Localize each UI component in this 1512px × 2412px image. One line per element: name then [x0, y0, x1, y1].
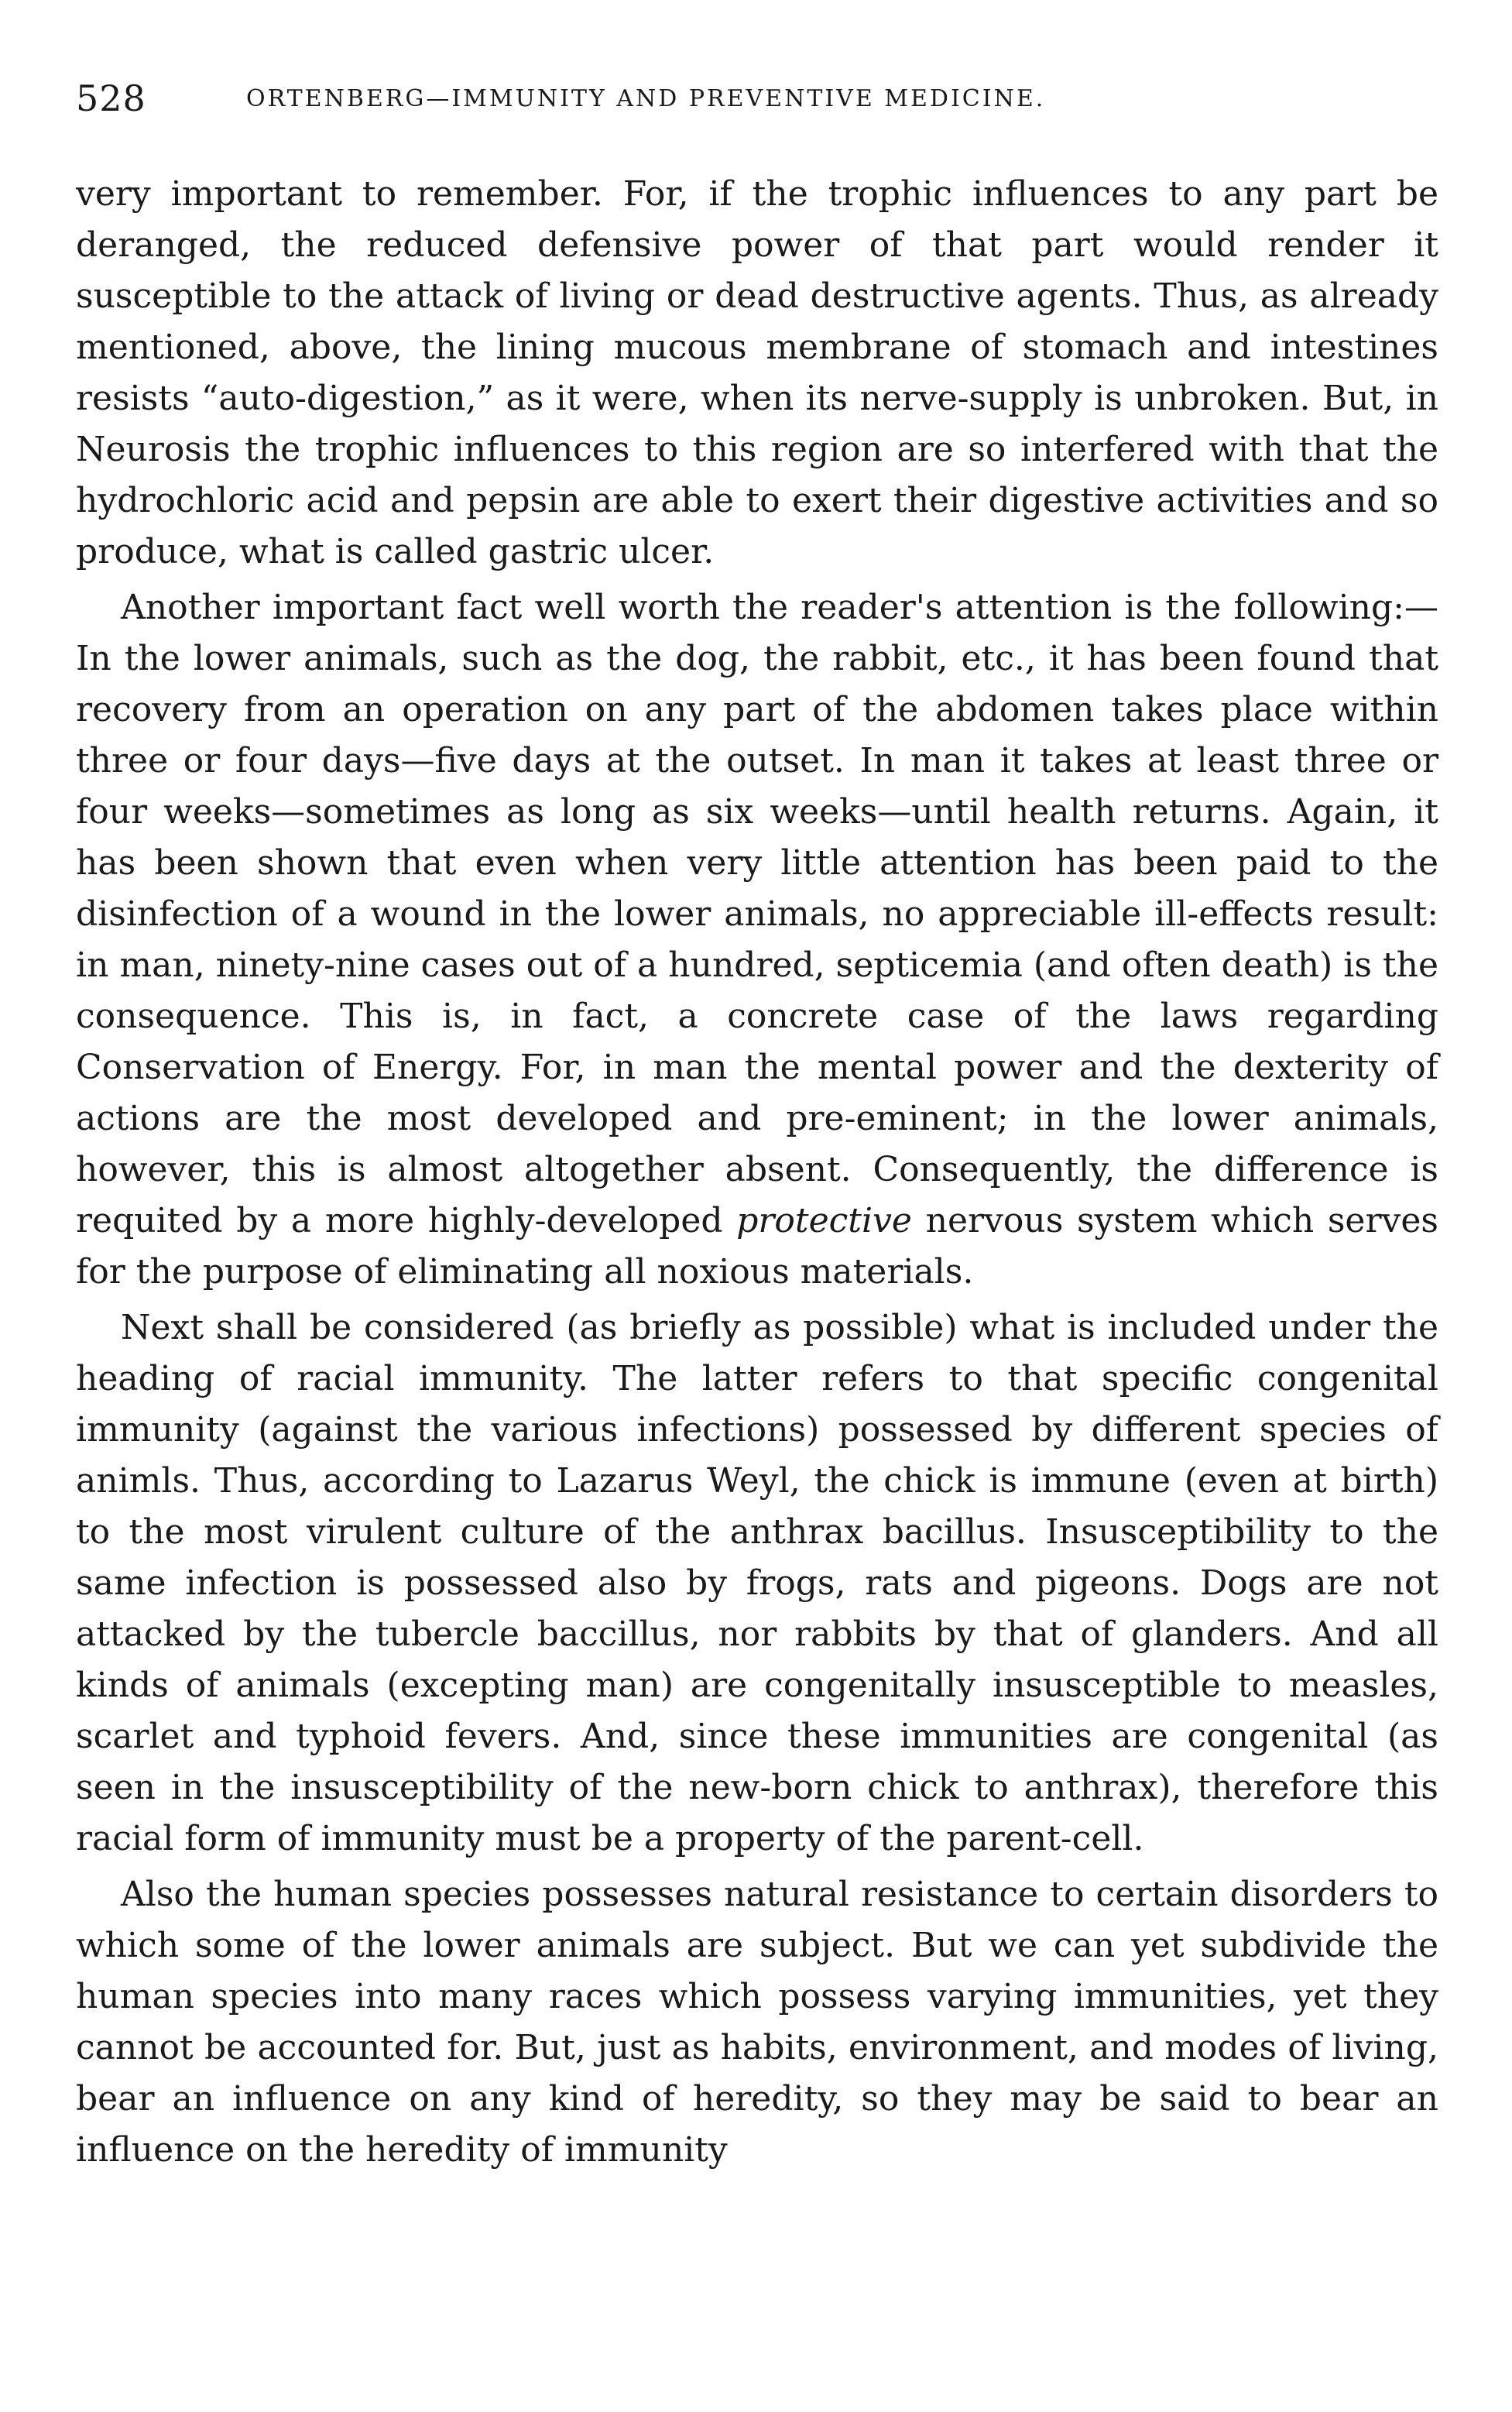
book-page	[76, 77, 1438, 2176]
page-number: 528	[76, 77, 146, 119]
paragraph-2-text-after: nervous system which serves for the purpose of eliminating all noxious materials.	[76, 1201, 1438, 1292]
body-text	[76, 169, 1438, 2176]
running-title: ORTENBERG—IMMUNITY AND PREVENTIVE MEDICINE.	[246, 85, 1046, 112]
paragraph-1: very important to remember. For, if the trophic influences to any part be deranged, the reduced defensive power of that part would render it susceptible to the attack of living or dead destructive agents. Thus, as already mentioned, above, the lining mucous membrane of stomach and intestines resists “auto-digestion,” as it were, when its nerve-supply is unbroken. But, in Neurosis the trophic influences to this region are so interfered with that the hydrochloric acid and pepsin are able to exert their digestive activities and so produce, what is called gastric ulcer.	[76, 174, 1438, 571]
running-header	[76, 77, 1438, 132]
paragraph-2-italic-word: protective	[736, 1201, 912, 1240]
paragraph-3: Next shall be considered (as briefly as possible) what is included under the heading of racial immunity. The latter refers to that specific congenital immunity (against the various infections) possessed by different species of animls. Thus, according to Lazarus Weyl, the chick is immune (even at birth) to the most virulent culture of the anthrax bacillus. Insusceptibility to the same infection is possessed also by frogs, rats and pigeons. Dogs are not attacked by the tubercle baccillus, nor rabbits by that of glanders. And all kinds of animals (excepting man) are congenitally insusceptible to measles, scarlet and typhoid fevers. And, since these immunities are congenital (as seen in the insusceptibility of the new-born chick to anthrax), therefore this racial form of immunity must be a property of the parent-cell.	[76, 1308, 1438, 1858]
paragraph-4: Also the human species possesses natural resistance to certain disorders to which some of the lower animals are subject. But we can yet subdivide the human species into many races which possess varying immunities, yet they cannot be accounted for. But, just as habits, environment, and modes of living, bear an influence on any kind of heredity, so they may be said to bear an influence on the heredity of immunity	[76, 1875, 1438, 2170]
paragraph-2-text: Another important fact well worth the reader's attention is the following:—In the lower animals, such as the dog, the rabbit, etc., it has been found that recovery from an operation on any part of the abdomen takes place within three or four days—five days at the outset. In man it takes at least three or four weeks—sometimes as long as six weeks—until health returns. Again, it has been shown that even when very little attention has been paid to the disinfection of a wound in the lower animals, no appreciable ill-effects result: in man, ninety-nine cases out of a hundred, septicemia (and often death) is the consequence. This is, in fact, a concrete case of the laws regarding Conservation of Energy. For, in man the mental power and the dexterity of actions are the most developed and pre-eminent; in the lower animals, however, this is almost altogether absent. Consequently, the difference is requited by a more highly-developed	[76, 588, 1438, 1240]
paragraph-2	[76, 582, 1438, 1298]
